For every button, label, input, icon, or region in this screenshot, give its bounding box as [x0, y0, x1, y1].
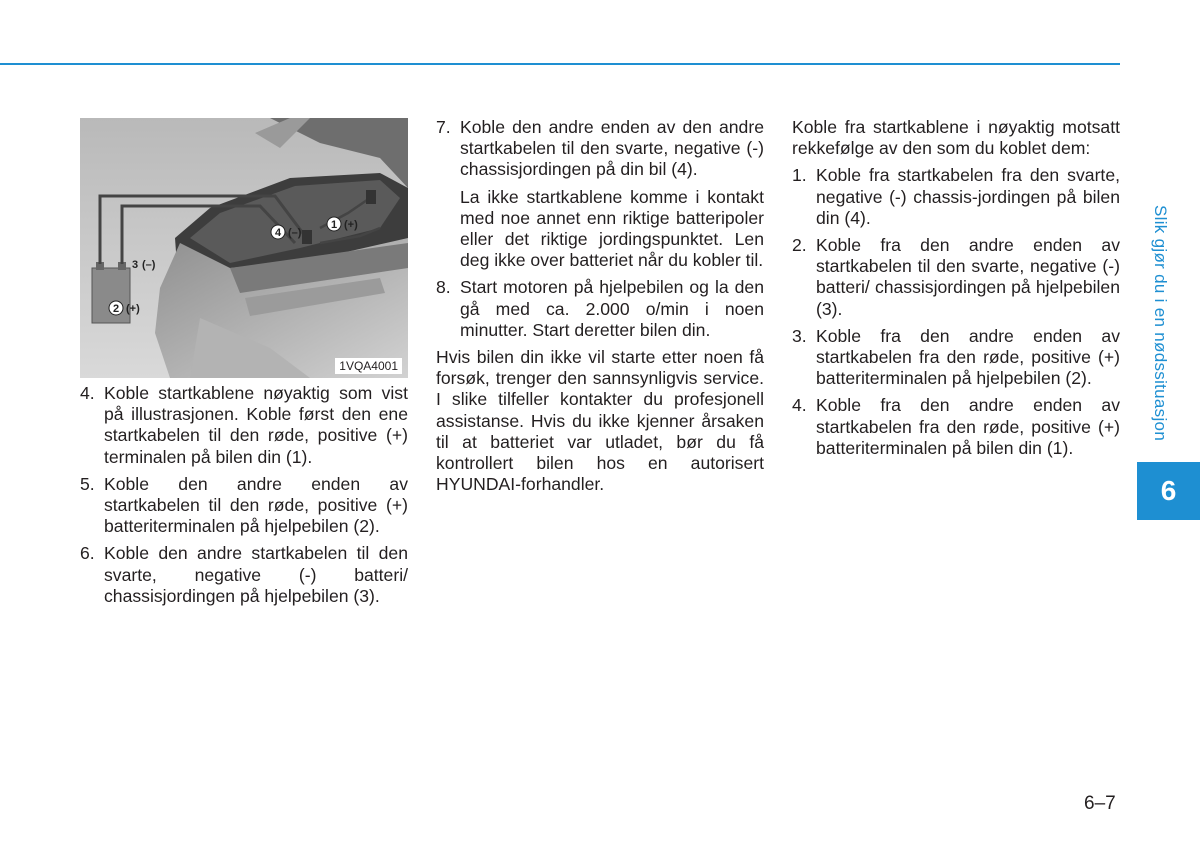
list-text: Koble fra den andre enden av startkabelen til den svarte, negative (-) batteri/ chassisjordingen på hjelpebilen (3).	[816, 235, 1120, 319]
list-text: Koble den andre startkabelen til den svarte, negative (-) batteri/ chassisjordingen på hjelpebilen (3).	[104, 543, 408, 606]
page-number: 6–7	[1084, 793, 1116, 814]
callout-2: 2	[112, 303, 120, 315]
callout-3-sign: (–)	[142, 259, 156, 271]
list-item	[792, 165, 1120, 229]
disconnect-intro: Koble fra startkablene i nøyaktig motsatt rekkefølge av den som du koblet dem:	[792, 117, 1120, 159]
chapter-side-label	[1135, 205, 1185, 455]
list-number: 6.	[80, 543, 95, 564]
step-note: La ikke startkablene komme i kontakt med noe annet enn riktige batteripoler eller det riktige jordingspunktet. Len deg ikke over batteriet når du kobler til.	[460, 186, 764, 271]
list-item	[792, 395, 1120, 459]
list-text: Koble den andre enden av den andre startkabelen til den svarte, negative (-) chassisjordingen på din bil (4).	[460, 117, 764, 180]
list-number: 4.	[80, 383, 95, 403]
list-item	[792, 326, 1120, 390]
service-paragraph: Hvis bilen din ikke vil starte etter noen få forsøk, trenger den sannsynligvis service. I slike tilfeller kontakter du profesjonell assistanse. Hvis du ikke kjenner årsaken til at batteriet var utladet, bør du få kontrollert bilen hos en autorisert HYUNDAI-forhandler.	[436, 347, 764, 495]
list-text: Start motoren på hjelpebilen og la den gå med ca. 2.000 o/min i noen minutter. Start deretter bilen din.	[460, 277, 764, 340]
car-trunk-drawing	[80, 118, 408, 378]
list-item	[80, 474, 408, 538]
list-number: 7.	[436, 117, 451, 137]
column-2	[436, 117, 764, 501]
list-item	[80, 543, 408, 607]
column-1	[80, 383, 408, 613]
list-number: 4.	[792, 395, 807, 416]
list-text: Koble startkablene nøyaktig som vist på illustrasjonen. Koble først den ene startkabelen til den røde, positive (+) terminalen på bilen din (1).	[104, 383, 408, 467]
list-number: 2.	[792, 235, 807, 256]
list-text: Koble fra den andre enden av startkabelen fra den røde, positive (+) batteriterminalen på hjelpebilen (2).	[816, 325, 1120, 389]
column-3	[792, 117, 1120, 465]
callout-4-sign: (–)	[288, 227, 302, 239]
list-number: 3.	[792, 325, 807, 346]
callout-1-sign: (+)	[344, 219, 358, 231]
list-number: 5.	[80, 473, 95, 494]
jump-start-illustration	[80, 118, 408, 378]
chapter-tab: 6	[1137, 462, 1200, 520]
callout-3: 3	[132, 259, 139, 271]
list-number: 1.	[792, 165, 807, 186]
list-number: 8.	[436, 277, 451, 298]
callout-1: 1	[330, 219, 338, 231]
figure-code: 1VQA4001	[335, 358, 402, 374]
list-item	[80, 383, 408, 468]
callout-2-sign: (+)	[126, 303, 140, 315]
list-item	[436, 117, 764, 181]
header-rule	[0, 63, 1120, 65]
list-text: Koble fra den andre enden av startkabelen fra den røde, positive (+) batteriterminalen på bilen din (1).	[816, 395, 1120, 458]
list-text: Koble fra startkabelen fra den svarte, negative (-) chassis-jordingen på bilen din (4).	[816, 165, 1120, 228]
chapter-title: Slik gjør du i en nødssituasjon	[1151, 205, 1170, 442]
callout-4: 4	[274, 227, 282, 239]
list-item	[792, 235, 1120, 320]
list-item	[436, 277, 764, 341]
list-text: Koble den andre enden av startkabelen til den røde, positive (+) batteriterminalen på hjelpebilen (2).	[104, 473, 408, 537]
